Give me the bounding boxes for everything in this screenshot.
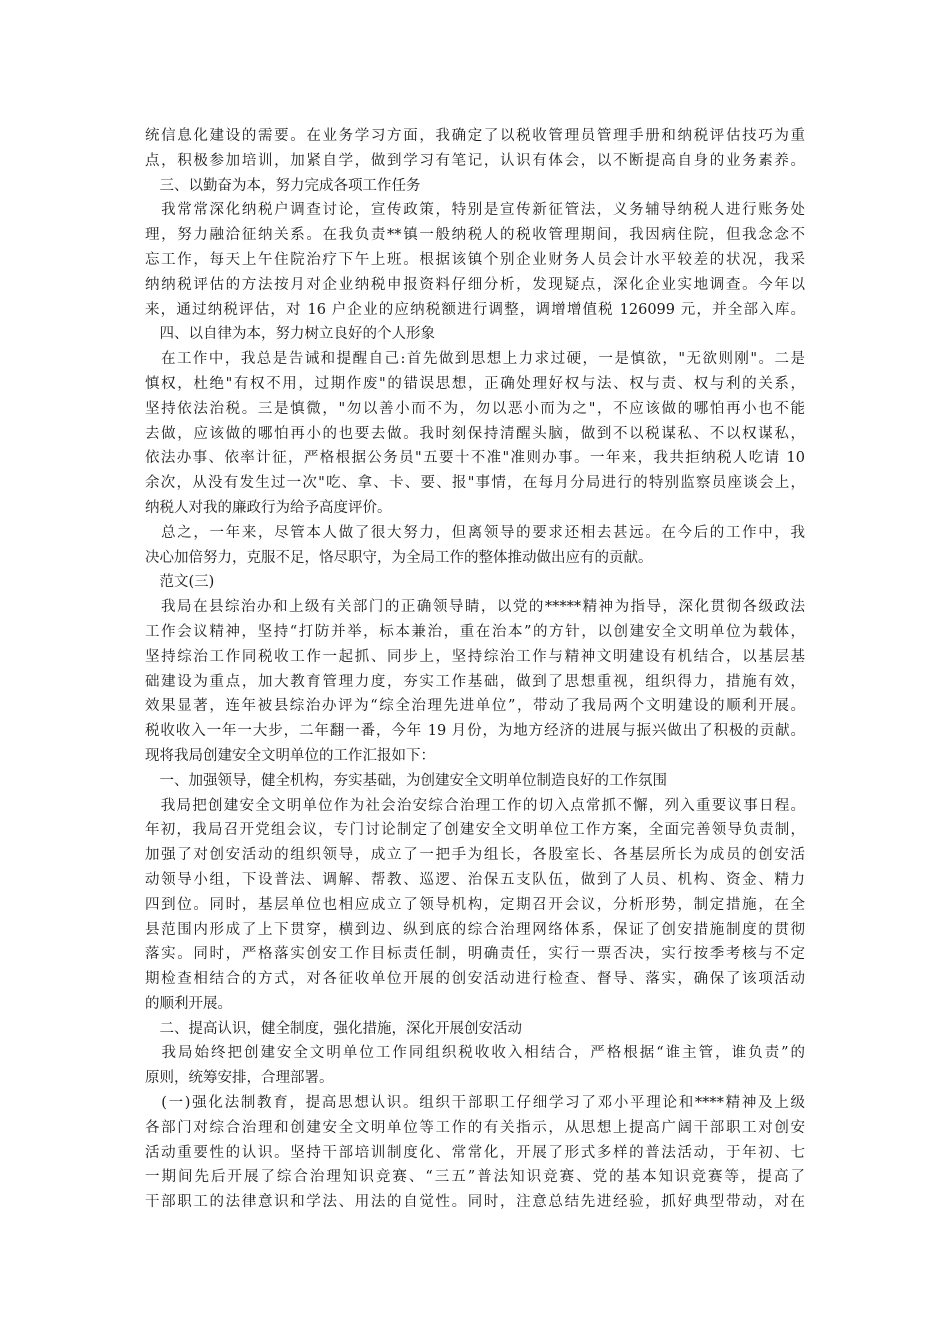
- text-line: 一、加强领导，健全机构，夯实基础，为创建安全文明单位制造良好的工作氛围: [145, 772, 667, 789]
- text-line: 忘工作，每天上午住院治疗下午上班。根据该镇个别企业财务人员会计水平较差的状况，我采: [145, 251, 805, 268]
- text-line: 纳税人对我的廉政行为给予高度评价。: [145, 499, 392, 516]
- text-line: 余次，从没有发生过一次"吃、拿、卡、要、报"事情，在每月分局进行的特别监察员座谈会上，: [145, 475, 805, 492]
- text-line: 统信息化建设的需要。在业务学习方面，我确定了以税收管理员管理手册和纳税评估技巧为重: [145, 128, 805, 144]
- text-line: 年初，我局召开党组会议，专门讨论制定了创建安全文明单位工作方案，全面完善领导负责制，: [145, 822, 805, 839]
- text-line: 慎权，杜绝"有权不用，过期作废"的错误思想，正确处理好权与法、权与责、权与利的关系，: [145, 375, 805, 392]
- text-line: 坚持综治工作同税收工作一起抓、同步上，坚持综治工作与精神文明建设有机结合，以基层基: [145, 648, 805, 665]
- text-line: 点，积极参加培训，加紧自学，做到学习有笔记，认识有体会，以不断提高自身的业务素养。: [145, 152, 805, 169]
- text-line: 效果显著，连年被县综治办评为“综全治理先进单位”，带动了我局两个文明建设的顺利开展。: [145, 698, 805, 715]
- text-line: 我局始终把创建安全文明单位工作同组织税收收入相结合，严格根据“谁主管，谁负责”的: [145, 1045, 805, 1062]
- text-line: 总之，一年来，尽管本人做了很大努力，但离领导的要求还相去甚远。在今后的工作中，我: [145, 524, 805, 541]
- text-line: 四、以自律为本，努力树立良好的个人形象: [145, 326, 435, 343]
- text-line: 活动重要性的认识。坚持干部培训制度化、常常化，开展了形式多样的普法活动，于年初、七: [145, 1144, 805, 1161]
- text-line: 来，通过纳税评估，对 16 户企业的应纳税额进行调整，调增增值税 126099 元，并全部入库。: [145, 301, 805, 318]
- text-line: 纳纳税评估的方法按月对企业纳税申报资料仔细分析，发现疑点，深化企业实地调查。今年以: [145, 276, 805, 293]
- text-line: 税收收入一年一大步，二年翻一番，今年 19 月份，为地方经济的进展与振兴做出了积极的贡献。: [145, 723, 805, 740]
- text-line: 一期间先后开展了综合治理知识竞赛、“三五”普法知识竞赛、党的基本知识竞赛等，提高了: [145, 1169, 805, 1186]
- text-line: 期检查相结合的方式，对各征收单位开展的创安活动进行检查、督导、落实，确保了该项活动: [145, 971, 805, 988]
- text-line: 各部门对综合治理和创建安全文明单位等工作的有关指示，从思想上提高广阔干部职工对创安: [145, 1119, 805, 1136]
- text-line: 落实。同时，严格落实创安工作目标责任制，明确责任，实行一票否决，实行按季考核与不定: [145, 946, 805, 963]
- document-body: [145, 124, 805, 1215]
- text-line: 原则，统筹安排，合理部署。: [145, 1070, 334, 1087]
- text-line: 动领导小组，下设普法、调解、帮教、巡逻、治保五支队伍，做到了人员、机构、资金、精力: [145, 871, 805, 888]
- text-line: 我局在县综治办和上级有关部门的正确领导睛，以党的*****精神为指导，深化贯彻各级政法: [145, 599, 805, 616]
- text-line: 去做，应该做的哪怕再小的也要去做。我时刻保持清醒头脑，做到不以税谋私、不以权谋私，: [145, 425, 805, 442]
- text-line: 我局把创建安全文明单位作为社会治安综合治理工作的切入点常抓不懈，列入重要议事日程。: [145, 797, 805, 814]
- text-line: 干部职工的法律意识和学法、用法的自觉性。同时，注意总结先进经验，抓好典型带动，对在: [145, 1194, 805, 1211]
- text-line: 础建设为重点，加大教育管理力度，夯实工作基础，做到了思想重视，组织得力，措施有效，: [145, 673, 805, 690]
- text-line: 现将我局创建安全文明单位的工作汇报如下：: [145, 747, 435, 764]
- text-line: 在工作中，我总是告诫和提醒自己:首先做到思想上力求过硬，一是慎欲，"无欲则刚"。二是: [145, 351, 805, 368]
- text-line: 范文(三): [145, 574, 215, 591]
- text-line: 加强了对创安活动的组织领导，成立了一把手为组长，各股室长、各基层所长为成员的创安活: [145, 847, 805, 864]
- text-line: (一)强化法制教育，提高思想认识。组织干部职工仔细学习了邓小平理论和****精神及上级: [145, 1095, 805, 1112]
- text-line: 二、提高认识，健全制度，强化措施，深化开展创安活动: [145, 1020, 522, 1037]
- text-line: 的顺利开展。: [145, 995, 232, 1012]
- text-line: 我常常深化纳税户调查讨论，宣传政策，特别是宣传新征管法，义务辅导纳税人进行账务处: [145, 202, 805, 219]
- text-line: 工作会议精神，坚持“打防并举，标本兼治，重在治本”的方针，以创建安全文明单位为载体，: [145, 623, 805, 640]
- text-line: 坚持依法治税。三是慎微，"勿以善小而不为，勿以恶小而为之"，不应该做的哪怕再小也不能: [145, 400, 805, 417]
- text-line: 决心加倍努力，克服不足，恪尽职守，为全局工作的整体推动做出应有的贡献。: [145, 549, 653, 566]
- text-line: 三、以勤奋为本，努力完成各项工作任务: [145, 177, 421, 194]
- text-line: 四到位。同时，基层单位也相应成立了领导机构，定期召开会议，分析形势，制定措施，在全: [145, 896, 805, 913]
- text-line: 县范围内形成了上下贯穿，横到边、纵到底的综合治理网络体系，保证了创安措施制度的贯彻: [145, 921, 805, 938]
- text-line: 依法办事、依率计征，严格根据公务员"五要十不准"准则办事。一年来，我共拒纳税人吃请 10: [145, 450, 805, 467]
- text-line: 理，努力融洽征纳关系。在我负责**镇一般纳税人的税收管理期间，我因病住院，但我念念不: [145, 227, 805, 244]
